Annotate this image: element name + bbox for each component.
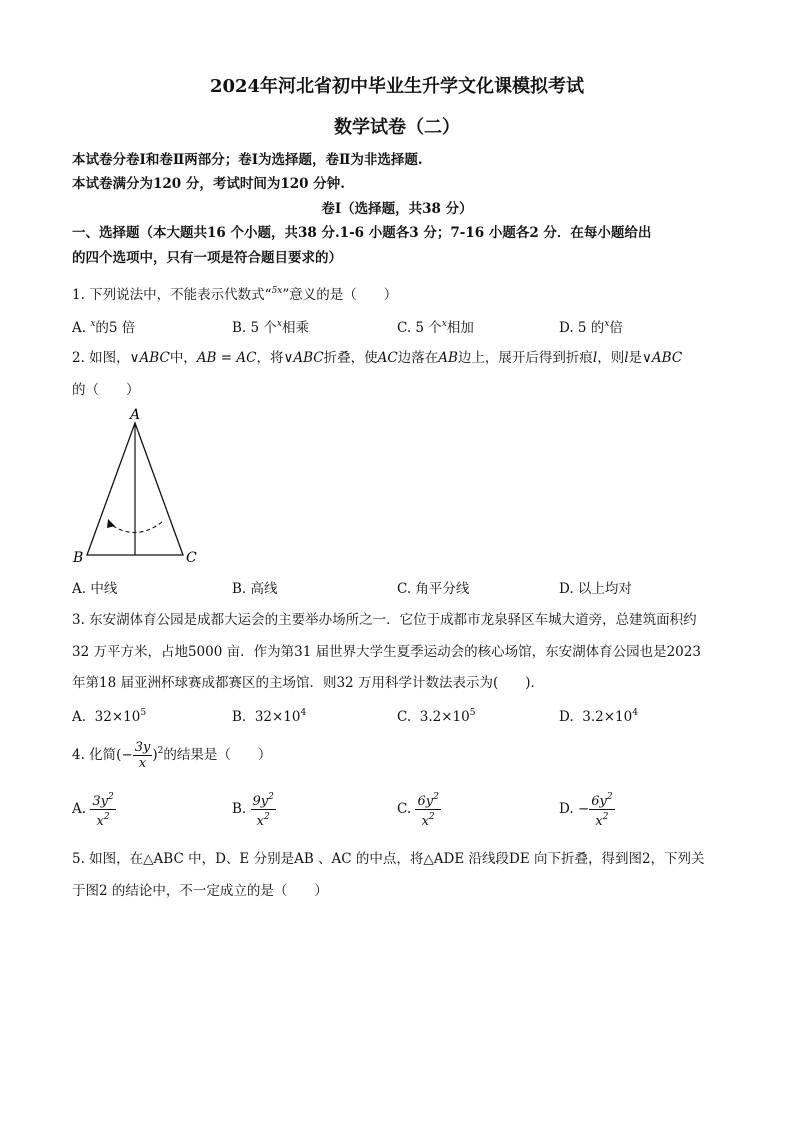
q4-b-den-base: x bbox=[256, 814, 264, 829]
q4-d-num-exp: 2 bbox=[606, 792, 613, 802]
fold-arc-dashed bbox=[110, 522, 162, 533]
q4-option-b[interactable] bbox=[232, 790, 276, 829]
q3-option-c[interactable] bbox=[397, 708, 475, 725]
q3-c-base: 3.2×10 bbox=[419, 709, 470, 725]
question-3-line-2: 32 万平方米，占地5000 亩．作为第31 届世界大学生夏季运动会的核心场馆，东安湖体育公园也是2023 bbox=[72, 644, 701, 660]
q2-side-ab: AB bbox=[438, 350, 458, 366]
vertex-label-c: C bbox=[186, 550, 197, 566]
q4-text-b: 的结果是（ ） bbox=[163, 747, 272, 763]
q1-d-post: 倍 bbox=[609, 320, 623, 336]
q4-numerator: 3y bbox=[134, 740, 151, 755]
q2-triangle-3: ∨ABC bbox=[642, 350, 683, 366]
q4-c-num-base: 6y bbox=[417, 794, 434, 809]
q4-option-c[interactable] bbox=[397, 790, 441, 829]
q2-text-b: 中， bbox=[169, 350, 197, 366]
triangle-fold-diagram bbox=[70, 405, 210, 570]
q1-option-d[interactable] bbox=[559, 316, 623, 336]
question-2-stem bbox=[72, 346, 682, 366]
q4-b-num bbox=[251, 790, 276, 810]
q3-b-exp: 4 bbox=[300, 708, 307, 718]
q3-option-b[interactable] bbox=[232, 708, 306, 725]
q4-d-label: D. bbox=[559, 801, 574, 817]
q4-open-paren: (− bbox=[116, 747, 133, 763]
q1-b-post: 相乘 bbox=[281, 320, 309, 336]
q1-stem-text-b: ”意义的是（ ） bbox=[282, 287, 398, 303]
q2-option-a[interactable]: A. 中线 bbox=[72, 581, 118, 597]
q4-c-den-base: x bbox=[421, 814, 429, 829]
q2-text-d: 折叠，使 bbox=[323, 350, 378, 366]
q2-option-b[interactable]: B. 高线 bbox=[232, 581, 278, 597]
q4-d-den bbox=[589, 810, 614, 829]
q3-option-d[interactable] bbox=[559, 708, 638, 725]
q3-a-exp: 5 bbox=[140, 708, 147, 718]
q3-d-exp: 4 bbox=[632, 708, 638, 718]
q1-stem-text-a: 1. 下列说法中，不能表示代数式“ bbox=[72, 287, 272, 303]
instruction-line-2: 本试卷满分为120 分，考试时间为120 分钟. bbox=[72, 176, 345, 192]
q3-b-label: B. bbox=[232, 709, 247, 725]
q3-c-label: C. bbox=[397, 709, 412, 725]
q4-d-den-base: x bbox=[595, 814, 603, 829]
q2-equation: AB = AC bbox=[196, 350, 257, 366]
q2-text-h: 是 bbox=[628, 350, 643, 366]
q2-text-g: ，则 bbox=[597, 350, 625, 366]
q1-c-post: 相加 bbox=[446, 320, 474, 336]
q4-option-a[interactable] bbox=[72, 790, 116, 829]
part-heading-line-2: 的四个选项中，只有一项是符合题目要求的） bbox=[72, 250, 342, 266]
q4-denominator: x bbox=[138, 756, 147, 771]
q4-exponent: 2 bbox=[157, 746, 164, 756]
q1-option-b[interactable] bbox=[232, 316, 309, 336]
q4-option-d[interactable] bbox=[559, 790, 615, 829]
q4-c-den-exp: 2 bbox=[428, 812, 435, 822]
q3-a-label: A. bbox=[72, 709, 87, 725]
q4-a-den bbox=[90, 810, 115, 829]
q4-close-paren: ) bbox=[152, 747, 158, 763]
question-5-line-1: 5. 如图，在△ABC 中，D、E 分别是AB 、AC 的中点，将△ADE 沿线段DE 向下折叠，得到图2，下列关 bbox=[72, 851, 705, 867]
q1-a-var: x bbox=[90, 319, 96, 329]
q4-b-fraction bbox=[251, 790, 276, 829]
instruction-line-1: 本试卷分卷Ⅰ和卷Ⅱ两部分；卷Ⅰ为选择题，卷Ⅱ为非选择题. bbox=[72, 152, 423, 168]
q1-c-var: x bbox=[441, 319, 447, 329]
q4-b-num-exp: 2 bbox=[268, 792, 274, 802]
q4-b-den-exp: 2 bbox=[264, 812, 270, 822]
q2-option-d[interactable]: D. 以上均对 bbox=[559, 581, 632, 597]
q4-d-num-base: 6y bbox=[591, 794, 607, 809]
q3-a-base: 32×10 bbox=[94, 709, 141, 725]
q2-text-f: 边上，展开后得到折痕 bbox=[457, 350, 593, 366]
section-heading: 卷Ⅰ（选择题，共38 分） bbox=[321, 201, 473, 217]
q4-c-fraction bbox=[415, 790, 440, 829]
q4-d-num bbox=[589, 790, 614, 810]
q3-option-a[interactable] bbox=[72, 708, 146, 725]
q2-triangle-1: ∨ABC bbox=[129, 350, 170, 366]
q3-d-label: D. bbox=[559, 709, 574, 725]
q4-b-den bbox=[251, 810, 276, 829]
q3-b-base: 32×10 bbox=[254, 709, 301, 725]
q2-side-ac: AC bbox=[377, 350, 398, 366]
q1-b-var: x bbox=[276, 319, 282, 329]
q4-c-num bbox=[415, 790, 440, 810]
q2-text-e: 边落在 bbox=[397, 350, 439, 366]
part-heading-line-1: 一、选择题（本大题共16 个小题，共38 分.1-6 小题各3 分；7-16 小题各2 分．在每小题给出 bbox=[72, 225, 652, 241]
q2-option-c[interactable]: C. 角平分线 bbox=[397, 581, 470, 597]
q1-b-pre: B. 5 个 bbox=[232, 320, 277, 336]
q4-b-label: B. bbox=[232, 801, 247, 817]
q4-b-num-base: 9y bbox=[252, 794, 269, 809]
q4-a-fraction bbox=[90, 790, 115, 829]
q4-d-sign: − bbox=[577, 801, 590, 817]
q4-a-num-exp: 2 bbox=[107, 792, 114, 802]
question-5-line-2: 于图2 的结论中，不一定成立的是（ ） bbox=[72, 883, 328, 899]
question-4-stem bbox=[72, 740, 271, 771]
exam-subtitle: 数学试卷（二） bbox=[334, 117, 460, 138]
q2-triangle-2: ∨ABC bbox=[283, 350, 324, 366]
q4-a-label: A. bbox=[72, 801, 87, 817]
vertex-label-b: B bbox=[73, 550, 84, 566]
q4-text-a: 4. 化简 bbox=[72, 747, 117, 763]
q4-d-den-exp: 2 bbox=[602, 812, 609, 822]
q2-text-a: 2. 如图， bbox=[72, 350, 130, 366]
q4-c-den bbox=[415, 810, 440, 829]
q1-option-c[interactable] bbox=[397, 316, 474, 336]
q4-a-num-base: 3y bbox=[92, 794, 108, 809]
question-3-line-1: 3. 东安湖体育公园是成都大运会的主要举办场所之一．它位于成都市龙泉驿区车城大道旁，总建筑面积约 bbox=[72, 612, 697, 628]
q4-c-label: C. bbox=[397, 801, 412, 817]
q3-c-exp: 5 bbox=[469, 708, 476, 718]
q1-a-post: 的5 倍 bbox=[95, 320, 136, 336]
question-2-stem-line-2: 的（ ） bbox=[72, 382, 140, 398]
q2-text-c: ，将 bbox=[256, 350, 284, 366]
q1-stem-expr: 5x bbox=[271, 286, 283, 296]
exam-title: 2024年河北省初中毕业生升学文化课模拟考试 bbox=[209, 76, 585, 97]
q2-crease-l-2: l bbox=[624, 350, 629, 366]
q4-a-num bbox=[90, 790, 115, 810]
q3-d-base: 3.2×10 bbox=[582, 709, 633, 725]
q2-crease-l: l bbox=[592, 350, 598, 366]
q4-a-den-exp: 2 bbox=[103, 812, 110, 822]
question-3-line-3: 年第18 届亚洲杯球赛成都赛区的主场馆．则32 万用科学计数法表示为( )． bbox=[72, 675, 544, 691]
q4-a-den-base: x bbox=[96, 814, 104, 829]
q4-d-fraction bbox=[589, 790, 614, 829]
q1-option-a[interactable] bbox=[72, 316, 135, 336]
q1-c-pre: C. 5 个 bbox=[397, 320, 442, 336]
q4-c-num-exp: 2 bbox=[433, 792, 439, 802]
q1-a-pre: A. bbox=[72, 320, 91, 336]
vertex-label-a: A bbox=[130, 407, 141, 423]
q1-d-var: x bbox=[604, 319, 610, 329]
q4-fraction bbox=[133, 740, 153, 771]
question-1-stem bbox=[72, 283, 397, 303]
q1-d-pre: D. 5 的 bbox=[559, 320, 605, 336]
